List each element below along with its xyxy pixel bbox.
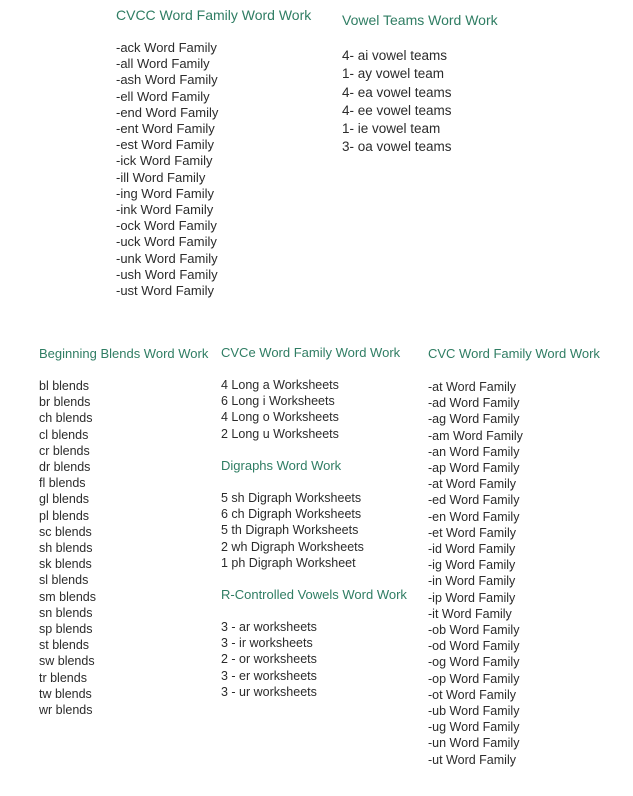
list-item: 3 - ir worksheets (221, 636, 313, 651)
list-item: -at Word Family (428, 380, 516, 394)
list-item: -ush Word Family (116, 266, 218, 282)
list-item: -end Word Family (116, 104, 219, 120)
list-item: sm blends (39, 589, 96, 604)
vowel-teams-list (342, 47, 498, 157)
list-item: sh blends (39, 541, 93, 556)
cvcc-section (116, 7, 311, 299)
list-item: sw blends (39, 654, 95, 669)
list-item: 2 - or worksheets (221, 652, 317, 667)
list-item: -ag Word Family (428, 412, 520, 427)
list-item: -un Word Family (428, 736, 520, 751)
cvc-section (428, 346, 600, 768)
list-item: -ip Word Family (428, 590, 516, 605)
cvce-list (221, 377, 400, 442)
list-item: -ing Word Family (116, 185, 215, 201)
list-item: sn blends (39, 605, 93, 620)
list-item: fl blends (39, 476, 86, 491)
list-item: bl blends (39, 379, 90, 393)
list-item: -all Word Family (116, 56, 210, 72)
list-item: 3 - ur worksheets (221, 684, 317, 699)
list-item: -ut Word Family (428, 752, 516, 767)
r-controlled-heading: R-Controlled Vowels Word Work (221, 587, 407, 602)
vowel-teams-heading: Vowel Teams Word Work (342, 12, 498, 28)
list-item: -in Word Family (428, 574, 516, 589)
list-item: sp blends (39, 622, 93, 637)
list-item: -id Word Family (428, 542, 516, 557)
list-item: -uck Word Family (116, 234, 217, 250)
list-item: cr blends (39, 443, 90, 458)
list-item: cl blends (39, 427, 89, 442)
list-item: -et Word Family (428, 525, 516, 540)
list-item: -ust Word Family (116, 283, 214, 299)
beginning-blends-heading: Beginning Blends Word Work (39, 346, 209, 361)
list-item: -ob Word Family (428, 623, 520, 638)
list-item: 6 Long i Worksheets (221, 394, 335, 409)
list-item: sc blends (39, 524, 92, 539)
list-item: -ap Word Family (428, 461, 520, 476)
list-item: ch blends (39, 411, 93, 426)
list-item: -ot Word Family (428, 687, 516, 702)
list-item: -ack Word Family (116, 40, 217, 55)
cvc-heading: CVC Word Family Word Work (428, 346, 600, 361)
list-item: -am Word Family (428, 428, 523, 443)
list-item: 3 - ar worksheets (221, 620, 317, 634)
r-controlled-list (221, 619, 407, 700)
list-item: -ock Word Family (116, 218, 217, 234)
list-item: -ell Word Family (116, 88, 210, 104)
list-item: 2 Long u Worksheets (221, 426, 339, 441)
list-item: dr blends (39, 460, 91, 475)
beginning-blends-list (39, 378, 208, 718)
list-item: -ad Word Family (428, 396, 520, 411)
list-item: -it Word Family (428, 606, 512, 621)
list-item: -est Word Family (116, 137, 214, 153)
list-item: -ill Word Family (116, 169, 206, 185)
list-item: -ig Word Family (428, 558, 516, 573)
cvcc-list (116, 40, 311, 299)
list-item: 4 Long a Worksheets (221, 378, 339, 392)
list-item: -ent Word Family (116, 121, 215, 137)
list-item: 2 wh Digraph Worksheets (221, 539, 364, 554)
cvcc-heading: CVCC Word Family Word Work (116, 7, 312, 23)
list-item: 1- ie vowel team (342, 121, 441, 137)
list-item: -unk Word Family (116, 250, 218, 266)
digraphs-heading: Digraphs Word Work (221, 458, 342, 473)
list-item: 4 Long o Worksheets (221, 410, 339, 425)
list-item: -ed Word Family (428, 493, 520, 508)
list-item: gl blends (39, 492, 90, 507)
list-item: -ash Word Family (116, 72, 218, 88)
digraphs-list (221, 490, 364, 571)
cvce-heading: CVCe Word Family Word Work (221, 345, 401, 360)
list-item: -ub Word Family (428, 704, 520, 719)
r-controlled-section (221, 587, 407, 700)
list-item: sl blends (39, 573, 89, 588)
list-item: -op Word Family (428, 671, 520, 686)
list-item: -ug Word Family (428, 720, 520, 735)
list-item: st blends (39, 638, 90, 653)
list-item: br blends (39, 395, 91, 410)
digraphs-section (221, 458, 364, 571)
cvce-section (221, 345, 400, 442)
vowel-teams-section (342, 12, 498, 157)
list-item: -at Word Family (428, 477, 516, 492)
list-item: 4- ea vowel teams (342, 84, 452, 100)
list-item: 1- ay vowel team (342, 66, 445, 82)
list-item: 4- ai vowel teams (342, 48, 448, 63)
list-item: pl blends (39, 508, 90, 523)
list-item: sk blends (39, 557, 92, 572)
list-item: tr blends (39, 670, 87, 685)
list-item: 6 ch Digraph Worksheets (221, 507, 362, 522)
list-item: -od Word Family (428, 639, 520, 654)
list-item: -ink Word Family (116, 202, 214, 218)
list-item: -an Word Family (428, 444, 520, 459)
list-item: 3 - er worksheets (221, 668, 317, 683)
list-item: 5 th Digraph Worksheets (221, 523, 359, 538)
beginning-blends-section (39, 346, 208, 718)
cvc-list (428, 379, 600, 768)
list-item: -og Word Family (428, 655, 520, 670)
list-item: wr blends (39, 703, 93, 718)
list-item: 4- ee vowel teams (342, 102, 452, 118)
list-item: 5 sh Digraph Worksheets (221, 491, 362, 505)
list-item: -en Word Family (428, 509, 520, 524)
list-item: -ick Word Family (116, 153, 213, 169)
list-item: 3- oa vowel teams (342, 139, 452, 155)
list-item: tw blends (39, 686, 92, 701)
list-item: 1 ph Digraph Worksheet (221, 555, 356, 570)
